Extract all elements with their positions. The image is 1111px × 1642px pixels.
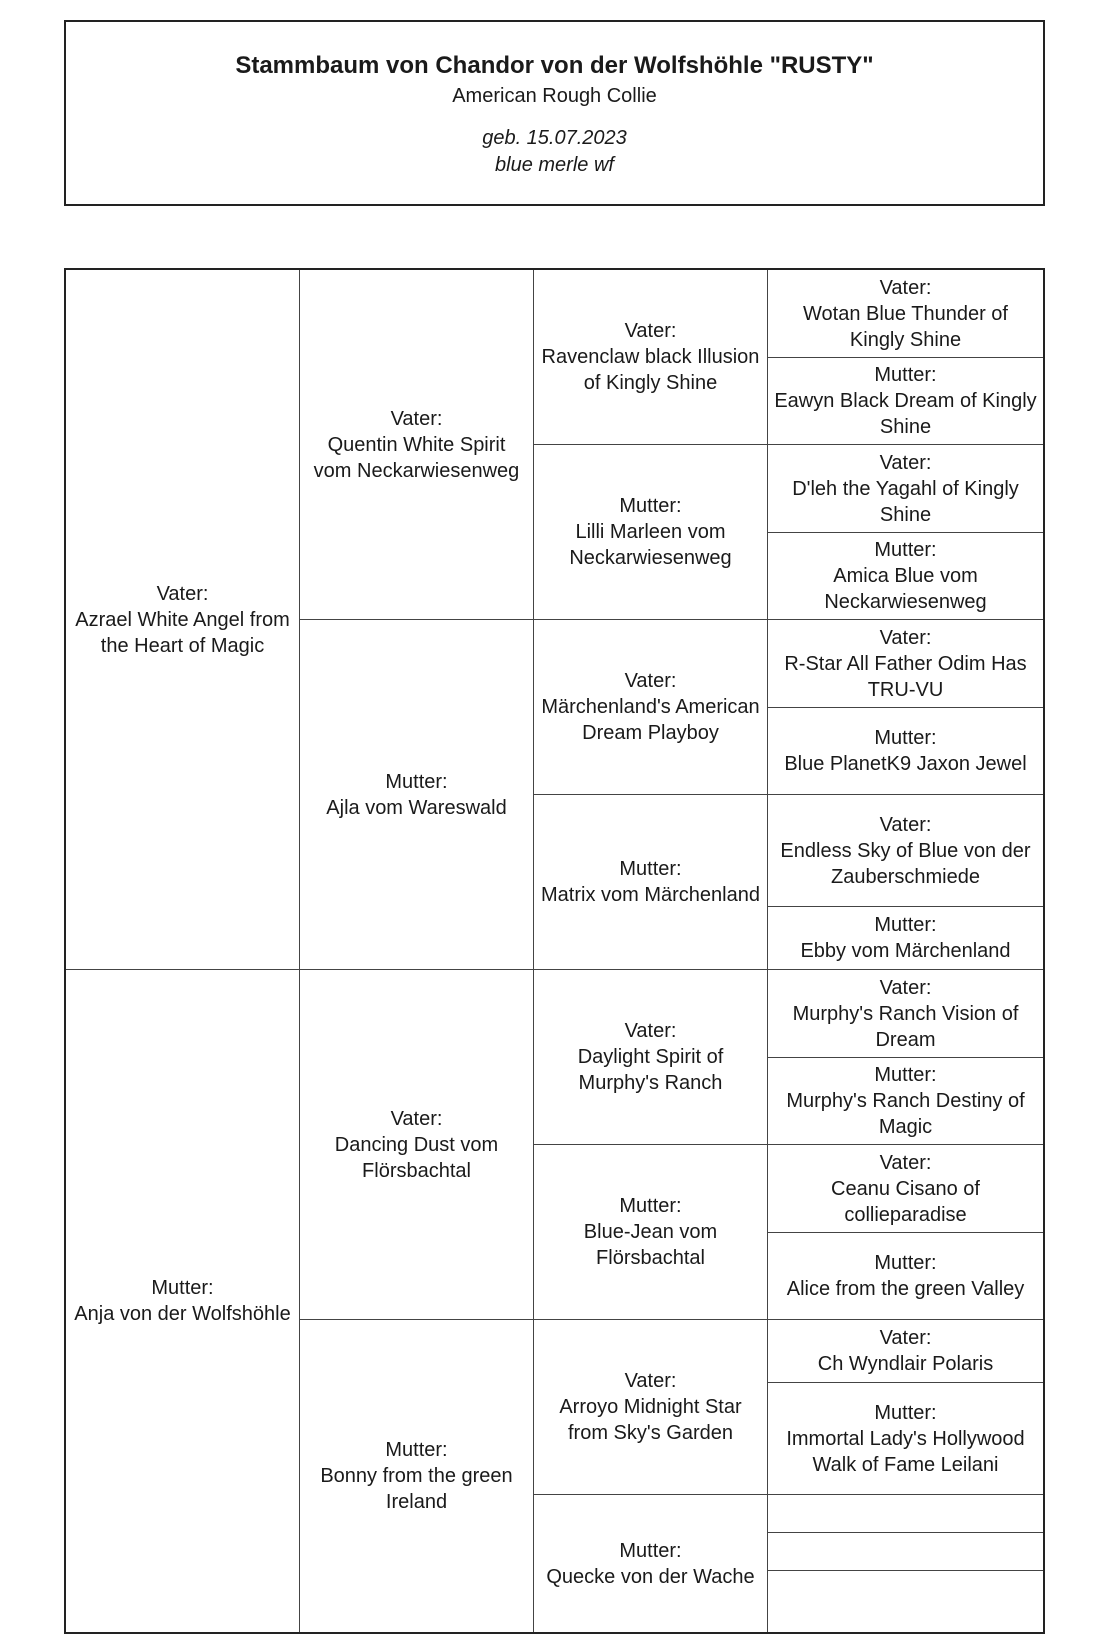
dog-name: Quecke von der Wache — [546, 1565, 755, 1588]
dog-name: Bonny from the green Ireland — [320, 1465, 513, 1513]
gen4-cell — [768, 970, 1043, 1058]
dog-name: Märchenland's American Dream Playboy — [541, 696, 760, 744]
coat-color: blue merle wf — [495, 154, 614, 176]
role-label: Vater: — [879, 1151, 932, 1174]
dog-name: Dancing Dust vom Flörsbachtal — [334, 1133, 499, 1182]
role-label: Mutter: — [619, 495, 682, 517]
gen1-dam — [66, 970, 300, 1632]
gen4-cell — [768, 620, 1043, 708]
dog-name: Arroyo Midnight Star from Sky's Garden — [559, 1396, 742, 1444]
gen3-cell — [534, 1495, 768, 1632]
role-label: Mutter: — [151, 1277, 214, 1299]
dog-name: Quentin White Spirit vom Neckarwiesenweg — [313, 433, 520, 482]
gen4-cell — [768, 270, 1043, 358]
role-label: Mutter: — [874, 1401, 937, 1424]
gen3-cell — [534, 970, 768, 1145]
role-label: Vater: — [879, 276, 932, 299]
role-label: Vater: — [879, 1327, 932, 1349]
role-label: Mutter: — [874, 1064, 937, 1086]
gen3-cell — [534, 270, 768, 445]
birth-date: geb. 15.07.2023 — [482, 127, 627, 149]
gen4-cell — [768, 1383, 1043, 1495]
role-label: Vater: — [879, 976, 932, 999]
role-label: Mutter: — [385, 770, 448, 793]
gen4-cell — [768, 708, 1043, 795]
role-label: Vater: — [624, 320, 677, 342]
dog-name: Endless Sky of Blue von der Zauberschmiede — [780, 839, 1031, 888]
role-label: Mutter: — [619, 1539, 682, 1562]
role-label: Vater: — [624, 1020, 677, 1042]
role-label: Mutter: — [874, 727, 937, 749]
pedigree-table — [64, 268, 1045, 1634]
dog-name: Anja von der Wolfshöhle — [74, 1303, 291, 1325]
dog-name: Matrix vom Märchenland — [541, 884, 760, 906]
gen3-cell — [534, 1320, 768, 1495]
dog-name: Ajla vom Wareswald — [326, 796, 507, 819]
gen3-cell — [534, 1145, 768, 1320]
gen4-cell — [768, 1145, 1043, 1233]
role-label: Mutter: — [385, 1439, 448, 1461]
dog-name: Eawyn Black Dream of Kingly Shine — [774, 390, 1037, 438]
gen4-cell — [768, 358, 1043, 445]
dog-name: Ravenclaw black Illusion of Kingly Shine — [541, 346, 760, 394]
role-label: Mutter: — [874, 364, 937, 386]
gen3-cell — [534, 795, 768, 970]
dog-name: Ceanu Cisano of collieparadise — [831, 1177, 980, 1226]
gen4-cell — [768, 533, 1043, 620]
gen1-sire — [66, 270, 300, 970]
dog-name: Blue-Jean vom Flörsbachtal — [583, 1221, 718, 1269]
gen4-cell — [768, 1058, 1043, 1145]
gen3-cell — [534, 620, 768, 795]
role-label: Vater: — [390, 1107, 443, 1130]
dog-name: Daylight Spirit of Murphy's Ranch — [577, 1046, 724, 1094]
role-label: Vater: — [624, 670, 677, 692]
dog-name: Amica Blue vom Neckarwiesenweg — [824, 565, 987, 613]
gen2-cell — [300, 620, 534, 970]
dog-name: Alice from the green Valley — [786, 1278, 1025, 1300]
role-label: Vater: — [879, 626, 932, 649]
role-label: Mutter: — [619, 858, 682, 880]
gen4-cell — [768, 795, 1043, 907]
gen4-cell — [768, 1320, 1043, 1383]
dog-name: R-Star All Father Odim Has TRU-VU — [784, 652, 1027, 701]
role-label: Mutter: — [874, 1252, 937, 1274]
dog-name: D'leh the Yagahl of Kingly Shine — [792, 477, 1019, 526]
role-label: Vater: — [879, 813, 932, 836]
role-label: Vater: — [390, 407, 443, 430]
gen2-cell — [300, 270, 534, 620]
role-label: Vater: — [879, 451, 932, 474]
dog-name: Blue PlanetK9 Jaxon Jewel — [784, 753, 1027, 775]
pedigree-header — [64, 20, 1045, 206]
dog-name: Azrael White Angel from the Heart of Magic — [75, 608, 290, 657]
dog-name: Murphy's Ranch Vision of Dream — [792, 1002, 1019, 1051]
gen4-cell-empty — [768, 1495, 1043, 1533]
role-label: Mutter: — [874, 539, 937, 561]
dog-name: Murphy's Ranch Destiny of Magic — [786, 1090, 1025, 1138]
gen4-cell — [768, 445, 1043, 533]
dog-name: Ch Wyndlair Polaris — [817, 1353, 994, 1375]
gen3-cell — [534, 445, 768, 620]
dog-name: Wotan Blue Thunder of Kingly Shine — [803, 302, 1008, 351]
dog-name: Lilli Marleen vom Neckarwiesenweg — [569, 521, 732, 569]
gen2-cell — [300, 970, 534, 1320]
role-label: Mutter: — [619, 1195, 682, 1217]
dog-name: Ebby vom Märchenland — [800, 940, 1011, 962]
gen2-cell — [300, 1320, 534, 1632]
role-label: Vater: — [624, 1370, 677, 1392]
dog-name: Immortal Lady's Hollywood Walk of Fame Leilani — [786, 1427, 1025, 1476]
gen4-cell-empty — [768, 1533, 1043, 1571]
role-label: Mutter: — [874, 914, 937, 936]
role-label: Vater: — [156, 582, 209, 605]
breed-label: American Rough Collie — [452, 85, 657, 107]
gen4-cell — [768, 1233, 1043, 1320]
page-title: Stammbaum von Chandor von der Wolfshöhle "RUSTY" — [235, 52, 874, 79]
gen4-cell — [768, 907, 1043, 970]
